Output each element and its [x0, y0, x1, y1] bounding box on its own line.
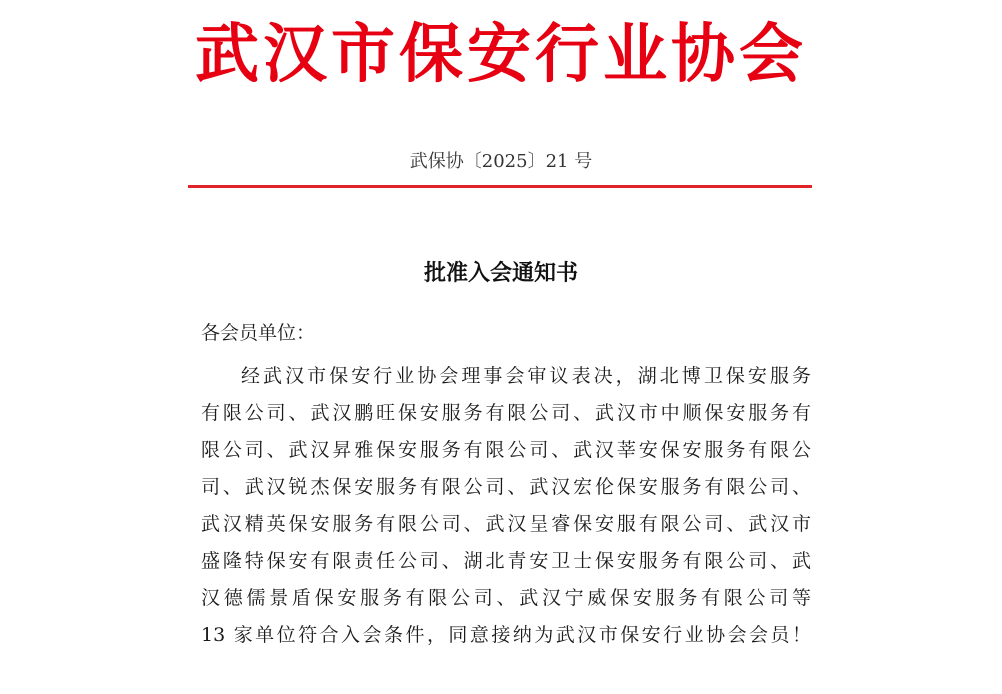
org-letterhead-title: 武汉市保安行业协会	[195, 18, 807, 92]
letterhead-divider	[188, 185, 812, 188]
body-line: 经武汉市保安行业协会理事会审议表决，湖北博卫保安服务	[241, 365, 811, 387]
body-line: 13 家单位符合入会条件，同意接纳为武汉市保安行业协会会员！	[201, 624, 811, 646]
body-line: 汉德儒景盾保安服务有限公司、武汉宁威保安服务有限公司等	[201, 587, 811, 609]
body-line: 盛隆特保安有限责任公司、湖北青安卫士保安服务有限公司、武	[201, 550, 811, 572]
notice-title: 批准入会通知书	[423, 260, 578, 286]
body-line: 限公司、武汉昇雅保安服务有限公司、武汉莘安保安服务有限公	[201, 439, 811, 461]
body-line: 有限公司、武汉鹏旺保安服务有限公司、武汉市中顺保安服务有	[201, 402, 811, 424]
notice-body	[201, 358, 811, 654]
salutation: 各会员单位：	[201, 322, 316, 344]
body-line: 司、武汉锐杰保安服务有限公司、武汉宏伦保安服务有限公司、	[201, 476, 811, 498]
body-line: 武汉精英保安服务有限公司、武汉呈睿保安服有限公司、武汉市	[201, 513, 811, 535]
document-number: 武保协〔2025〕21 号	[409, 151, 593, 172]
